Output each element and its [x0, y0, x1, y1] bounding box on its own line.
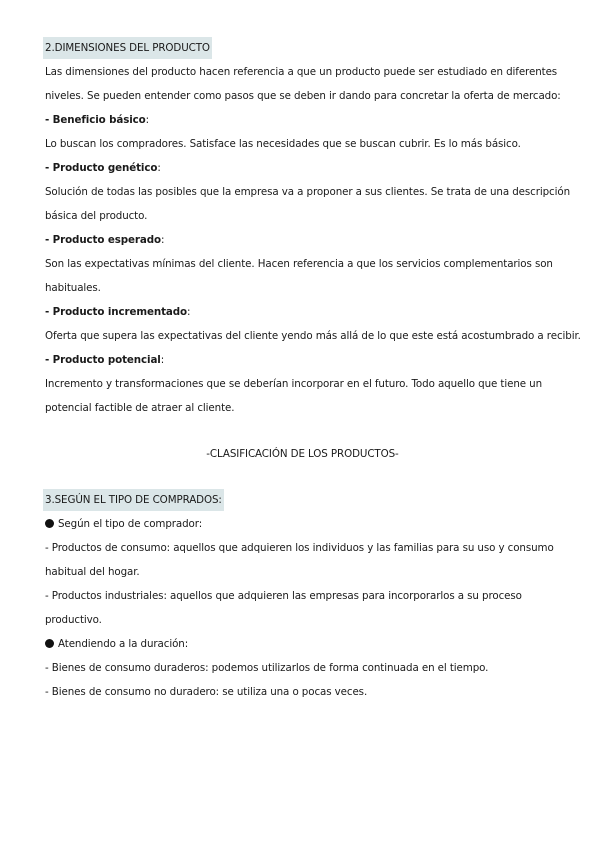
item-text-line: Oferta que supera las expectativas del cliente yendo más allá de lo que este está acostumbrado a recibir.: [45, 330, 581, 342]
industriales-line-1: - Productos industriales: aquellos que adquieren las empresas para incorporarlos a su proceso: [45, 590, 522, 602]
item-title-text: - Beneficio básico: [45, 114, 146, 126]
item-title-colon: :: [187, 306, 191, 318]
classification-title: -CLASIFICACIÓN DE LOS PRODUCTOS-: [206, 448, 399, 460]
item-title-text: - Producto genético: [45, 162, 158, 174]
item-title-beneficio-basico: [45, 108, 560, 132]
item-title-producto-esperado: [45, 228, 560, 252]
section-2-heading: 2.DIMENSIONES DEL PRODUCTO: [43, 37, 212, 59]
item-text-line: básica del producto.: [45, 210, 148, 222]
item-text-line: Son las expectativas mínimas del cliente. Hacen referencia a que los servicios complementarios son: [45, 258, 553, 270]
item-title-colon: :: [160, 354, 165, 366]
spacer: [45, 420, 560, 442]
section-2-intro-line-2: niveles. Se pueden entender como pasos que se deben ir dando para concretar la oferta de mercado:: [45, 90, 561, 102]
item-title-text: - Producto esperado: [45, 234, 161, 246]
item-title-producto-potencial: [45, 348, 560, 372]
section-3-heading-line: [45, 488, 560, 512]
item-text-line: habituales.: [45, 282, 101, 294]
duraderos-line: - Bienes de consumo duraderos: podemos utilizarlos de forma continuada en el tiempo.: [45, 662, 489, 674]
item-text-line: Incremento y transformaciones que se deberían incorporar en el futuro. Todo aquello que tiene un: [45, 378, 543, 390]
no-duradero-line: - Bienes de consumo no duradero: se utiliza una o pocas veces.: [45, 686, 368, 698]
consumo-line-1: - Productos de consumo: aquellos que adquieren los individuos y las familias para su uso y consumo: [45, 542, 554, 554]
item-text-line: potencial factible de atraer al cliente.: [45, 402, 235, 414]
section-2-intro-line-1: Las dimensiones del producto hacen referencia a que un producto puede ser estudiado en diferentes: [45, 66, 558, 78]
bullet-icon: [45, 639, 54, 648]
section-3-heading: 3.SEGÚN EL TIPO DE COMPRADOS:: [43, 489, 224, 511]
item-text-line: Lo buscan los compradores. Satisface las necesidades que se buscan cubrir. Es lo más básico.: [45, 138, 521, 150]
bullet-item-duracion: [45, 632, 560, 656]
item-text-line: Solución de todas las posibles que la empresa va a proponer a sus clientes. Se trata de una descripción: [45, 186, 570, 198]
industriales-line-2: productivo.: [45, 614, 102, 626]
bullet-text: Atendiendo a la duración:: [58, 638, 189, 650]
item-title-colon: :: [160, 234, 165, 246]
spacer: [45, 466, 560, 488]
item-title-colon: :: [145, 114, 150, 126]
item-title-producto-genetico: [45, 156, 560, 180]
document-page: [45, 36, 581, 704]
bullet-text: Según el tipo de comprador:: [58, 518, 203, 530]
bullet-icon: [45, 519, 54, 528]
item-title-colon: :: [157, 162, 161, 174]
section-2-heading-line: [45, 36, 560, 60]
item-title-producto-incrementado: [45, 300, 560, 324]
bullet-item-comprador: [45, 512, 560, 536]
item-title-text: - Producto potencial: [45, 354, 161, 366]
consumo-line-2: habitual del hogar.: [45, 566, 140, 578]
item-title-text: - Producto incrementado: [45, 306, 188, 318]
